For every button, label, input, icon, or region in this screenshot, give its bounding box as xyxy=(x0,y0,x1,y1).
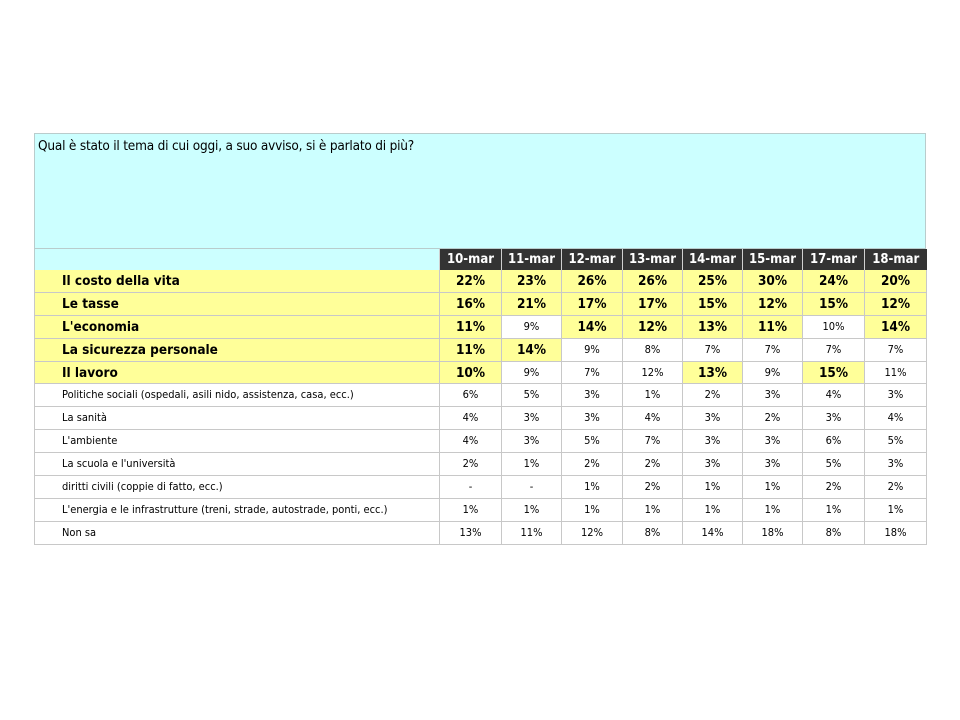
value-cell: 13% xyxy=(683,315,743,338)
value-cell: 9% xyxy=(502,361,562,384)
value-cell: 4% xyxy=(865,407,927,430)
value-cell: 5% xyxy=(562,430,623,453)
value-cell: 2% xyxy=(623,476,683,499)
table-row xyxy=(35,476,927,499)
value-cell: 11% xyxy=(502,521,562,544)
value-cell: - xyxy=(502,476,562,499)
value-cell: 10% xyxy=(803,315,865,338)
row-label: La scuola e l'università xyxy=(35,453,440,476)
value-cell: 9% xyxy=(502,315,562,338)
value-cell: 12% xyxy=(562,521,623,544)
value-cell: 3% xyxy=(502,430,562,453)
value-cell: 7% xyxy=(803,338,865,361)
value-cell: 21% xyxy=(502,292,562,315)
value-cell: 3% xyxy=(562,384,623,407)
value-cell: 10% xyxy=(440,361,502,384)
row-label: La sanità xyxy=(35,407,440,430)
value-cell: 4% xyxy=(440,430,502,453)
value-cell: 16% xyxy=(440,292,502,315)
row-label: La sicurezza personale xyxy=(35,338,440,361)
value-cell: 2% xyxy=(623,453,683,476)
column-header-date: 11-mar xyxy=(502,249,562,270)
table-row xyxy=(35,315,927,338)
table-row xyxy=(35,521,927,544)
row-label: L'economia xyxy=(35,315,440,338)
date-header-row xyxy=(35,249,927,270)
value-cell: 26% xyxy=(623,270,683,292)
value-cell: 1% xyxy=(683,476,743,499)
value-cell: 12% xyxy=(623,361,683,384)
value-cell: 1% xyxy=(502,453,562,476)
value-cell: 3% xyxy=(562,407,623,430)
value-cell: 1% xyxy=(440,498,502,521)
value-cell: 4% xyxy=(440,407,502,430)
header-blank-cell xyxy=(35,249,440,270)
value-cell: 2% xyxy=(743,407,803,430)
value-cell: 4% xyxy=(623,407,683,430)
value-cell: 22% xyxy=(440,270,502,292)
value-cell: 20% xyxy=(865,270,927,292)
value-cell: 11% xyxy=(440,315,502,338)
value-cell: 15% xyxy=(803,292,865,315)
value-cell: 14% xyxy=(562,315,623,338)
value-cell: 1% xyxy=(562,498,623,521)
value-cell: 8% xyxy=(803,521,865,544)
row-label: L'energia e le infrastrutture (treni, strade, autostrade, ponti, ecc.) xyxy=(35,498,440,521)
column-header-date: 14-mar xyxy=(683,249,743,270)
value-cell: 5% xyxy=(865,430,927,453)
value-cell: 3% xyxy=(803,407,865,430)
value-cell: 7% xyxy=(865,338,927,361)
value-cell: 3% xyxy=(502,407,562,430)
table-row xyxy=(35,338,927,361)
column-header-date: 15-mar xyxy=(743,249,803,270)
survey-table-container xyxy=(34,133,926,545)
row-label: Il lavoro xyxy=(35,361,440,384)
table-row xyxy=(35,453,927,476)
value-cell: 14% xyxy=(502,338,562,361)
value-cell: 15% xyxy=(683,292,743,315)
table-row xyxy=(35,270,927,292)
value-cell: 4% xyxy=(803,384,865,407)
results-table xyxy=(34,249,927,545)
row-label: Non sa xyxy=(35,521,440,544)
value-cell: 1% xyxy=(562,476,623,499)
value-cell: 3% xyxy=(743,453,803,476)
value-cell: 8% xyxy=(623,338,683,361)
value-cell: 11% xyxy=(440,338,502,361)
value-cell: 2% xyxy=(440,453,502,476)
column-header-date: 13-mar xyxy=(623,249,683,270)
value-cell: 3% xyxy=(743,384,803,407)
question-block xyxy=(34,133,926,249)
value-cell: 8% xyxy=(623,521,683,544)
value-cell: 25% xyxy=(683,270,743,292)
value-cell: 30% xyxy=(743,270,803,292)
value-cell: 6% xyxy=(440,384,502,407)
value-cell: 7% xyxy=(562,361,623,384)
value-cell: 3% xyxy=(743,430,803,453)
value-cell: 9% xyxy=(562,338,623,361)
value-cell: 12% xyxy=(743,292,803,315)
value-cell: 5% xyxy=(803,453,865,476)
row-label: L'ambiente xyxy=(35,430,440,453)
column-header-date: 10-mar xyxy=(440,249,502,270)
column-header-date: 18-mar xyxy=(865,249,927,270)
value-cell: 7% xyxy=(683,338,743,361)
value-cell: 11% xyxy=(865,361,927,384)
value-cell: 1% xyxy=(683,498,743,521)
table-body xyxy=(35,270,927,544)
value-cell: 1% xyxy=(743,476,803,499)
value-cell: 3% xyxy=(865,453,927,476)
table-row xyxy=(35,407,927,430)
value-cell: 2% xyxy=(683,384,743,407)
value-cell: 1% xyxy=(623,384,683,407)
question-title: Qual è stato il tema di cui oggi, a suo avviso, si è parlato di più? xyxy=(38,138,415,154)
value-cell: 9% xyxy=(743,361,803,384)
value-cell: 1% xyxy=(865,498,927,521)
value-cell: 13% xyxy=(683,361,743,384)
value-cell: 3% xyxy=(683,430,743,453)
value-cell: 7% xyxy=(623,430,683,453)
table-row xyxy=(35,292,927,315)
value-cell: 5% xyxy=(502,384,562,407)
value-cell: 2% xyxy=(803,476,865,499)
value-cell: 24% xyxy=(803,270,865,292)
value-cell: 14% xyxy=(683,521,743,544)
table-row xyxy=(35,498,927,521)
value-cell: 17% xyxy=(623,292,683,315)
table-row xyxy=(35,384,927,407)
table-row xyxy=(35,361,927,384)
value-cell: 12% xyxy=(623,315,683,338)
table-row xyxy=(35,430,927,453)
value-cell: 18% xyxy=(865,521,927,544)
row-label: Le tasse xyxy=(35,292,440,315)
value-cell: 14% xyxy=(865,315,927,338)
column-header-date: 17-mar xyxy=(803,249,865,270)
value-cell: 12% xyxy=(865,292,927,315)
value-cell: 13% xyxy=(440,521,502,544)
value-cell: 3% xyxy=(683,407,743,430)
value-cell: 7% xyxy=(743,338,803,361)
column-header-date: 12-mar xyxy=(562,249,623,270)
value-cell: 23% xyxy=(502,270,562,292)
value-cell: 2% xyxy=(865,476,927,499)
value-cell: 18% xyxy=(743,521,803,544)
value-cell: 1% xyxy=(743,498,803,521)
value-cell: 2% xyxy=(562,453,623,476)
value-cell: 1% xyxy=(803,498,865,521)
value-cell: 3% xyxy=(683,453,743,476)
value-cell: 6% xyxy=(803,430,865,453)
value-cell: 3% xyxy=(865,384,927,407)
value-cell: 26% xyxy=(562,270,623,292)
row-label: Politiche sociali (ospedali, asili nido, assistenza, casa, ecc.) xyxy=(35,384,440,407)
value-cell: 1% xyxy=(623,498,683,521)
value-cell: 1% xyxy=(502,498,562,521)
value-cell: 17% xyxy=(562,292,623,315)
value-cell: 11% xyxy=(743,315,803,338)
row-label: diritti civili (coppie di fatto, ecc.) xyxy=(35,476,440,499)
value-cell: - xyxy=(440,476,502,499)
row-label: Il costo della vita xyxy=(35,270,440,292)
value-cell: 15% xyxy=(803,361,865,384)
